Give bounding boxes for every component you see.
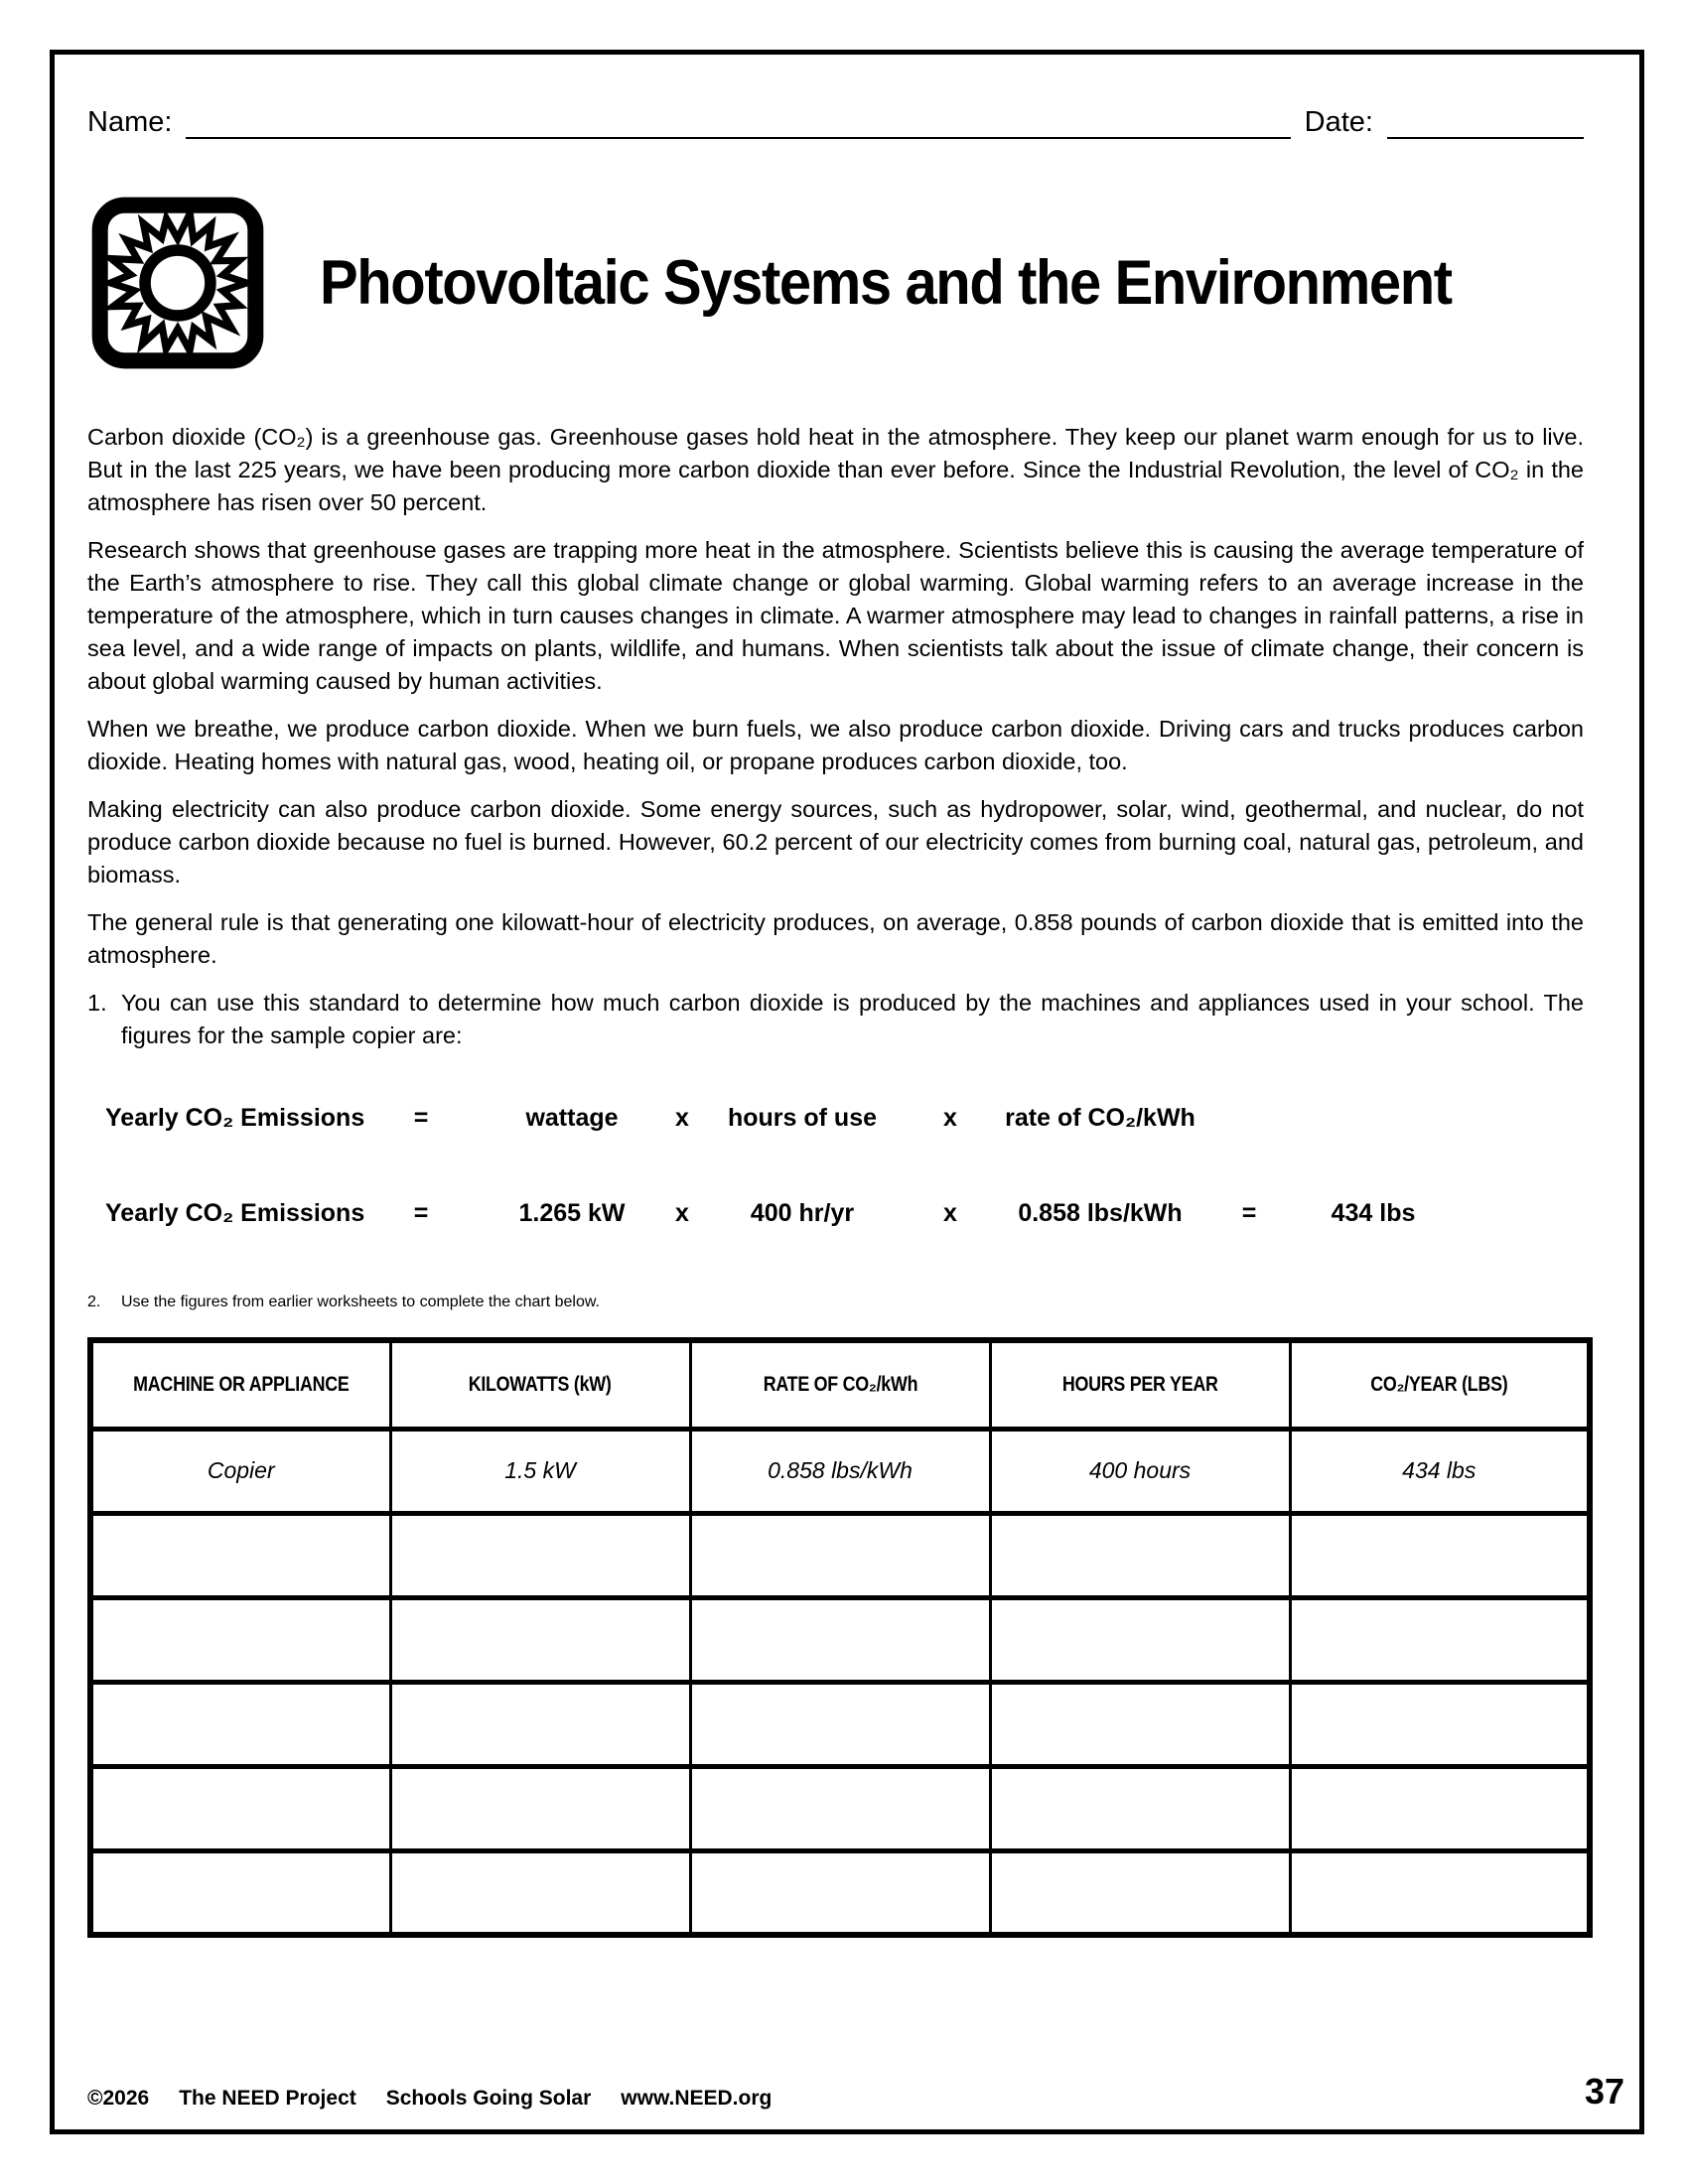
table-empty-cell[interactable] — [690, 1850, 990, 1935]
question-item-2 — [87, 1294, 1584, 1311]
example-hours: 400 hr/yr — [750, 1199, 855, 1227]
sample-hours: 400 hours — [990, 1429, 1290, 1513]
page-number: 37 — [1584, 2071, 1624, 2112]
item-number: 2. — [87, 1294, 101, 1310]
table-empty-cell[interactable] — [90, 1850, 390, 1935]
table-empty-cell[interactable] — [690, 1766, 990, 1850]
sample-co2-year: 434 lbs — [1290, 1429, 1590, 1513]
formula-term-wattage: wattage — [525, 1104, 619, 1132]
table-header-row — [90, 1340, 1590, 1429]
name-blank-line[interactable] — [186, 105, 1290, 139]
footer-url: www.NEED.org — [621, 2087, 773, 2110]
header-kilowatts: KILOWATTS (kW) — [469, 1372, 612, 1396]
sample-kilowatts: 1.5 kW — [390, 1429, 690, 1513]
table-empty-cell[interactable] — [90, 1766, 390, 1850]
formula-term-hours: hours of use — [727, 1104, 877, 1132]
footer-copyright: ©2026 — [87, 2087, 150, 2110]
table-header-cell — [990, 1340, 1290, 1429]
table-empty-cell[interactable] — [90, 1513, 390, 1597]
formula-lhs: Yearly CO₂ Emissions — [105, 1104, 365, 1132]
formula-term-rate: rate of CO₂/kWh — [1005, 1104, 1196, 1132]
table-empty-cell[interactable] — [390, 1513, 690, 1597]
table-row — [90, 1682, 1590, 1766]
footer-org: The NEED Project — [179, 2087, 356, 2110]
footer-program: Schools Going Solar — [385, 2087, 592, 2110]
table-empty-cell[interactable] — [90, 1682, 390, 1766]
table-empty-cell[interactable] — [1290, 1513, 1590, 1597]
name-date-row — [87, 105, 1584, 139]
table-empty-cell[interactable] — [690, 1513, 990, 1597]
table-row — [90, 1597, 1590, 1682]
table-row — [90, 1766, 1590, 1850]
table-header-cell — [90, 1340, 390, 1429]
example-kilowatts: 1.265 kW — [518, 1199, 626, 1227]
header-rate: RATE OF CO₂/kWh — [763, 1372, 917, 1396]
equals-sign: = — [413, 1199, 429, 1227]
table-row — [90, 1513, 1590, 1597]
emissions-formula-row — [87, 1104, 1584, 1142]
table-empty-cell[interactable] — [390, 1682, 690, 1766]
example-result: 434 lbs — [1331, 1199, 1416, 1227]
item-text: You can use this standard to determine how much carbon dioxide is produced by the machines and appliances used in your school. The figures for the sample copier are: — [121, 990, 1584, 1048]
table-empty-cell[interactable] — [1290, 1850, 1590, 1935]
emissions-example-row — [87, 1199, 1584, 1237]
item-text: Use the figures from earlier worksheets to complete the chart below. — [121, 1294, 600, 1310]
multiply-sign: x — [943, 1104, 957, 1132]
table-empty-cell[interactable] — [990, 1766, 1290, 1850]
table-empty-cell[interactable] — [990, 1682, 1290, 1766]
table-empty-cell[interactable] — [1290, 1682, 1590, 1766]
table-empty-cell[interactable] — [990, 1597, 1290, 1682]
multiply-sign: x — [943, 1199, 957, 1227]
emissions-chart-table — [87, 1337, 1593, 1938]
multiply-sign: x — [675, 1199, 689, 1227]
body-text — [87, 421, 1584, 1067]
table-empty-cell[interactable] — [90, 1597, 390, 1682]
table-empty-cell[interactable] — [1290, 1766, 1590, 1850]
paragraph: Making electricity can also produce carbon dioxide. Some energy sources, such as hydropower, solar, wind, geothermal, and nuclear, do not produce carbon dioxide because no fuel is burned. However, 60.2 percent of our electricity comes from burning coal, natural gas, petroleum, and biomass. — [87, 796, 1584, 887]
table-empty-cell[interactable] — [390, 1766, 690, 1850]
table-empty-cell[interactable] — [390, 1597, 690, 1682]
paragraph: Research shows that greenhouse gases are trapping more heat in the atmosphere. Scientists believe this is causing the average temperature of the Earth’s atmosphere to rise. They call this global climate change or global warming. Global warming refers to an average increase in the temperature of the atmosphere, which in turn causes changes in climate. A warmer atmosphere may lead to changes in rainfall patterns, a rise in sea level, and a wide range of impacts on plants, wildlife, and humans. When scientists talk about the issue of climate change, their concern is about global warming caused by human activities. — [87, 537, 1584, 694]
table-row — [90, 1850, 1590, 1935]
footer — [87, 2087, 772, 2111]
table-sample-row — [90, 1429, 1590, 1513]
table-empty-cell[interactable] — [990, 1850, 1290, 1935]
table-empty-cell[interactable] — [690, 1682, 990, 1766]
multiply-sign: x — [675, 1104, 689, 1132]
table-header-cell — [390, 1340, 690, 1429]
date-label: Date: — [1304, 106, 1373, 138]
table-empty-cell[interactable] — [390, 1850, 690, 1935]
header-hours: HOURS PER YEAR — [1061, 1372, 1218, 1396]
equals-sign: = — [1241, 1199, 1257, 1227]
date-blank-line[interactable] — [1387, 105, 1584, 139]
paragraph: The general rule is that generating one kilowatt-hour of electricity produces, on average, 0.858 pounds of carbon dioxide that is emitted into the atmosphere. — [87, 909, 1584, 968]
table-empty-cell[interactable] — [690, 1597, 990, 1682]
example-rate: 0.858 lbs/kWh — [1018, 1199, 1183, 1227]
title-block — [89, 195, 1609, 371]
sample-rate: 0.858 lbs/kWh — [690, 1429, 990, 1513]
page-title: Photovoltaic Systems and the Environment — [320, 248, 1452, 318]
sample-machine: Copier — [90, 1429, 390, 1513]
name-label: Name: — [87, 106, 173, 138]
equals-sign: = — [413, 1104, 429, 1132]
table-header-cell — [690, 1340, 990, 1429]
paragraph: Carbon dioxide (CO₂) is a greenhouse gas. Greenhouse gases hold heat in the atmosphere. They keep our planet warm enough for us to live. But in the last 225 years, we have been producing more carbon dioxide than ever before. Since the Industrial Revolution, the level of CO₂ in the atmosphere has risen over 50 percent. — [87, 424, 1584, 515]
example-lhs: Yearly CO₂ Emissions — [105, 1199, 365, 1227]
sun-icon — [89, 195, 266, 371]
table-header-cell — [1290, 1340, 1590, 1429]
header-machine: MACHINE OR APPLIANCE — [133, 1372, 350, 1396]
header-co2-year: CO₂/YEAR (LBS) — [1370, 1372, 1508, 1396]
item-number: 1. — [87, 990, 107, 1016]
table-empty-cell[interactable] — [1290, 1597, 1590, 1682]
question-item-1 — [87, 987, 1584, 1052]
table-empty-cell[interactable] — [990, 1513, 1290, 1597]
paragraph: When we breathe, we produce carbon dioxide. When we burn fuels, we also produce carbon dioxide. Driving cars and trucks produces carbon dioxide. Heating homes with natural gas, wood, heating oil, or propane produces carbon dioxide, too. — [87, 716, 1584, 774]
